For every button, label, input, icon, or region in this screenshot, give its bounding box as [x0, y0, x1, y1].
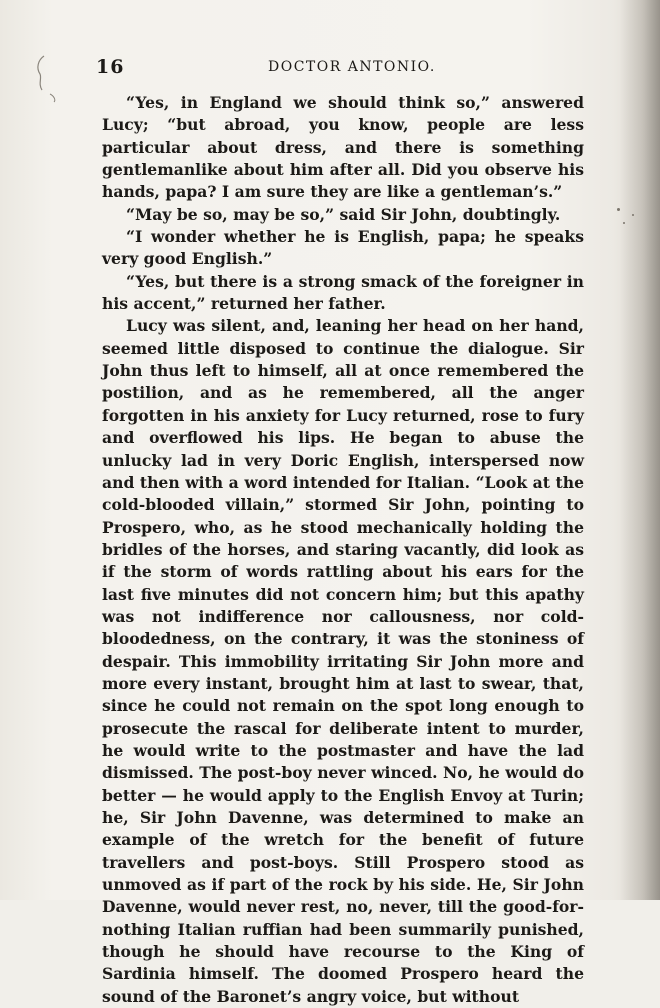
ink-speck [632, 214, 634, 216]
paragraph: “Yes, but there is a strong smack of the foreigner in his accent,” returned her father. [102, 271, 584, 314]
paragraph: “Yes, in England we should think so,” answered Lucy; “but abroad, you know, people are less particular about dress, and there is something gentlemanlike about him after all. Did you observe his hands, papa? I am sure they are like a gentleman’s.” [102, 93, 584, 202]
paragraph: “I wonder whether he is English, papa; he speaks very good English.” [102, 227, 584, 269]
pencil-mark-icon [30, 54, 64, 104]
page-header [96, 56, 586, 80]
ink-speck [623, 222, 625, 224]
paragraph: “May be so, may be so,” said Sir John, doubtingly. [126, 204, 561, 224]
page-edge-shadow [620, 0, 660, 900]
ink-speck [617, 208, 620, 211]
page-number: 16 [96, 56, 125, 78]
paragraph: Lucy was silent, and, leaning her head on her hand, seemed little disposed to continue the dialogue. Sir John thus left to himself, all at once remembered the postilion, and as he remembered, all the anger forgotten in his anxiety for Lucy returned, rose to fury and overflowed his lips. He began to abuse the unlucky lad in very Doric English, interspersed now and then with a word intended for Italian. “Look at the cold-blooded villain,” stormed Sir John, pointing to Prospero, who, as he stood mechanically holding the bridles of the horses, and staring vacantly, did look as if the storm of words rattling about his ears for the last five minutes did not concern him; but this apathy was not indifference nor callousness, nor cold-bloodedness, on the contrary, it was the stoniness of despair. This immobility irritating Sir John more and more every instant, brought him at last to swear, that, since he could not remain on the spot long enough to prosecute the rascal for deliberate intent to murder, he would write to the postmaster and have the lad dismissed. The post-boy never winced. No, he would do better — he would apply to the English Envoy at Turin; he, Sir John Davenne, was determined to make an example of the wretch for the benefit of future travellers and post-boys. Still Prospero stood as unmoved as if part of the rock by his side. He, Sir John Davenne, would never rest, no, never, till the good-for-nothing Italian ruffian had been summarily punished, though he should have recourse to the King of Sardinia himself. The doomed Prospero heard the sound of the Baronet’s angry voice, but without [102, 316, 584, 1006]
body-text [102, 92, 584, 1008]
running-title: DOCTOR ANTONIO. [268, 59, 436, 75]
